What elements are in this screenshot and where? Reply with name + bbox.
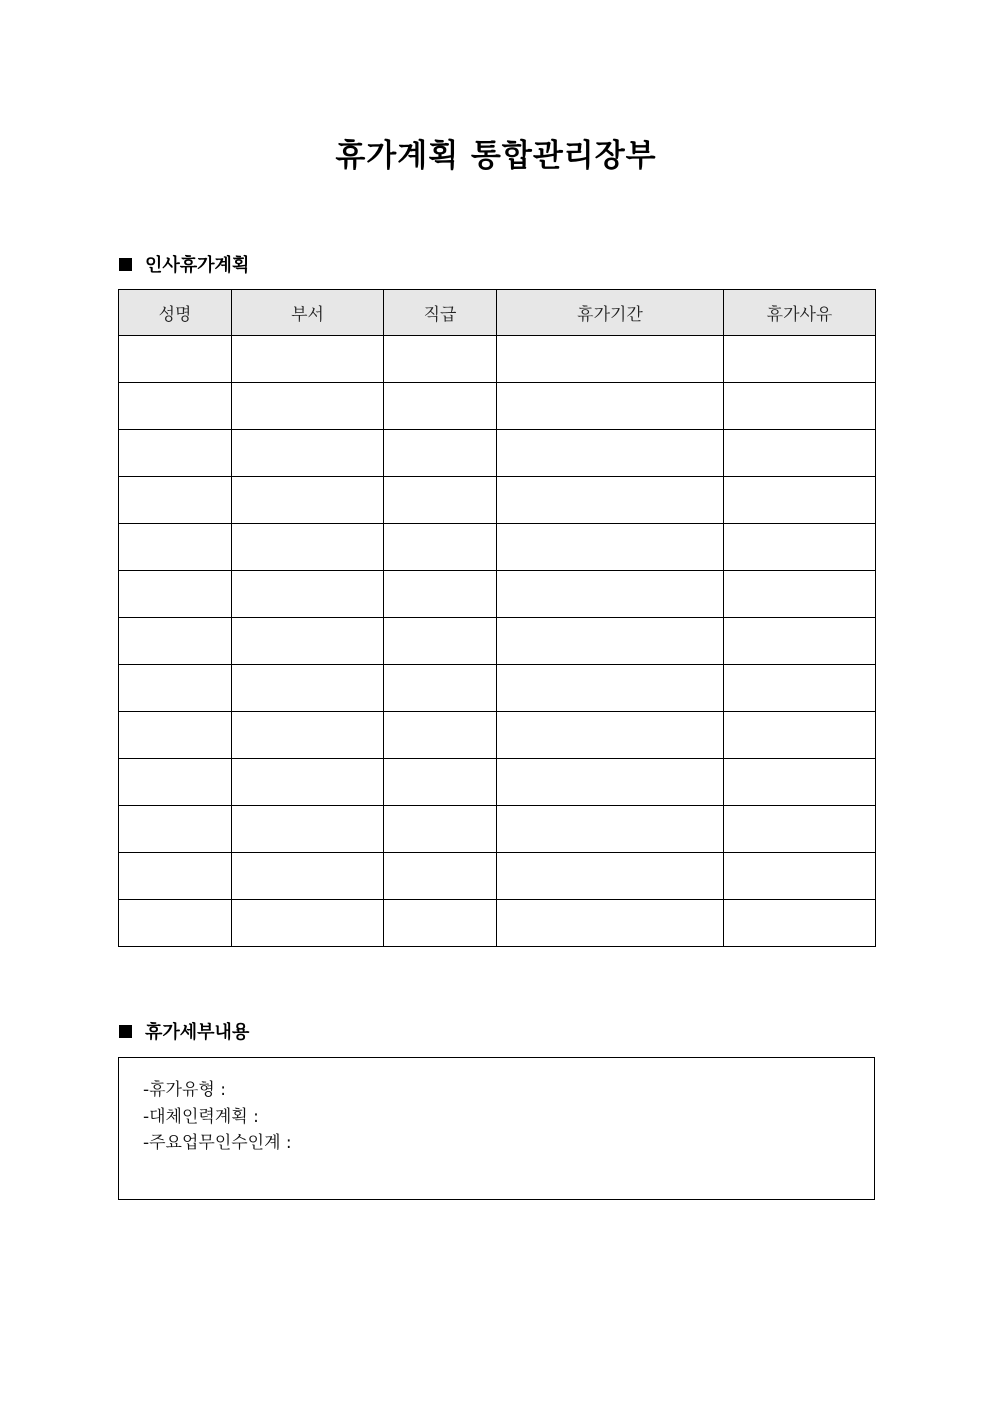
name-cell bbox=[119, 759, 232, 806]
column-header-department: 부서 bbox=[232, 290, 384, 336]
vacation-period-cell bbox=[497, 524, 724, 571]
table-row bbox=[119, 477, 876, 524]
name-cell bbox=[119, 477, 232, 524]
position-cell bbox=[384, 712, 497, 759]
name-cell bbox=[119, 383, 232, 430]
vacation-reason-cell bbox=[724, 806, 876, 853]
vacation-period-cell bbox=[497, 383, 724, 430]
vacation-reason-cell bbox=[724, 336, 876, 383]
vacation-plan-table bbox=[118, 289, 876, 947]
vacation-period-cell bbox=[497, 806, 724, 853]
vacation-period-cell bbox=[497, 430, 724, 477]
vacation-reason-cell bbox=[724, 618, 876, 665]
vacation-period-cell bbox=[497, 618, 724, 665]
table-row bbox=[119, 900, 876, 947]
department-cell bbox=[232, 665, 384, 712]
name-cell bbox=[119, 665, 232, 712]
vacation-type-line: -휴가유형 : bbox=[143, 1080, 226, 1100]
name-cell bbox=[119, 853, 232, 900]
detail-section-heading bbox=[119, 1018, 249, 1044]
name-cell bbox=[119, 712, 232, 759]
name-cell bbox=[119, 571, 232, 618]
vacation-reason-cell bbox=[724, 759, 876, 806]
black-square-bullet-icon bbox=[119, 258, 132, 271]
department-cell bbox=[232, 806, 384, 853]
vacation-reason-cell bbox=[724, 571, 876, 618]
table-row bbox=[119, 759, 876, 806]
table-row bbox=[119, 618, 876, 665]
substitute-staff-plan-line: -대체인력계획 : bbox=[143, 1106, 259, 1127]
department-cell bbox=[232, 759, 384, 806]
position-cell bbox=[384, 477, 497, 524]
department-cell bbox=[232, 618, 384, 665]
vacation-plan-table-body bbox=[119, 336, 876, 947]
department-cell bbox=[232, 853, 384, 900]
vacation-reason-cell bbox=[724, 712, 876, 759]
vacation-reason-cell bbox=[724, 383, 876, 430]
vacation-reason-cell bbox=[724, 665, 876, 712]
table-row bbox=[119, 712, 876, 759]
column-header-name: 성명 bbox=[119, 290, 232, 336]
department-cell bbox=[232, 477, 384, 524]
department-cell bbox=[232, 900, 384, 947]
vacation-reason-cell bbox=[724, 853, 876, 900]
table-row bbox=[119, 853, 876, 900]
name-cell bbox=[119, 806, 232, 853]
name-cell bbox=[119, 336, 232, 383]
position-cell bbox=[384, 383, 497, 430]
table-row bbox=[119, 383, 876, 430]
position-cell bbox=[384, 571, 497, 618]
work-handover-line: -주요업무인수인계 : bbox=[143, 1133, 292, 1153]
vacation-reason-cell bbox=[724, 900, 876, 947]
name-cell bbox=[119, 524, 232, 571]
table-row bbox=[119, 665, 876, 712]
plan-section-heading bbox=[119, 251, 249, 277]
table-row bbox=[119, 806, 876, 853]
vacation-reason-cell bbox=[724, 430, 876, 477]
plan-section-heading-text: 인사휴가계획 bbox=[145, 255, 250, 276]
table-row bbox=[119, 430, 876, 477]
department-cell bbox=[232, 383, 384, 430]
vacation-period-cell bbox=[497, 665, 724, 712]
department-cell bbox=[232, 571, 384, 618]
position-cell bbox=[384, 430, 497, 477]
position-cell bbox=[384, 900, 497, 947]
vacation-period-cell bbox=[497, 336, 724, 383]
column-header-position: 직급 bbox=[384, 290, 497, 336]
position-cell bbox=[384, 524, 497, 571]
vacation-detail-lines bbox=[143, 1077, 292, 1157]
position-cell bbox=[384, 853, 497, 900]
vacation-period-cell bbox=[497, 571, 724, 618]
document-title: 휴가계획 통합관리장부 bbox=[335, 138, 657, 174]
position-cell bbox=[384, 806, 497, 853]
vacation-reason-cell bbox=[724, 477, 876, 524]
vacation-detail-box bbox=[118, 1057, 875, 1200]
table-row bbox=[119, 336, 876, 383]
table-header-row bbox=[119, 290, 876, 336]
column-header-vacation-period: 휴가기간 bbox=[497, 290, 724, 336]
position-cell bbox=[384, 336, 497, 383]
vacation-period-cell bbox=[497, 712, 724, 759]
table-row bbox=[119, 524, 876, 571]
black-square-bullet-icon bbox=[119, 1025, 132, 1038]
vacation-reason-cell bbox=[724, 524, 876, 571]
name-cell bbox=[119, 430, 232, 477]
vacation-period-cell bbox=[497, 900, 724, 947]
position-cell bbox=[384, 618, 497, 665]
department-cell bbox=[232, 524, 384, 571]
column-header-vacation-reason: 휴가사유 bbox=[724, 290, 876, 336]
detail-section-heading-text: 휴가세부내용 bbox=[145, 1022, 250, 1043]
department-cell bbox=[232, 336, 384, 383]
name-cell bbox=[119, 618, 232, 665]
name-cell bbox=[119, 900, 232, 947]
department-cell bbox=[232, 712, 384, 759]
position-cell bbox=[384, 759, 497, 806]
vacation-period-cell bbox=[497, 477, 724, 524]
vacation-period-cell bbox=[497, 853, 724, 900]
table-row bbox=[119, 571, 876, 618]
department-cell bbox=[232, 430, 384, 477]
vacation-period-cell bbox=[497, 759, 724, 806]
position-cell bbox=[384, 665, 497, 712]
